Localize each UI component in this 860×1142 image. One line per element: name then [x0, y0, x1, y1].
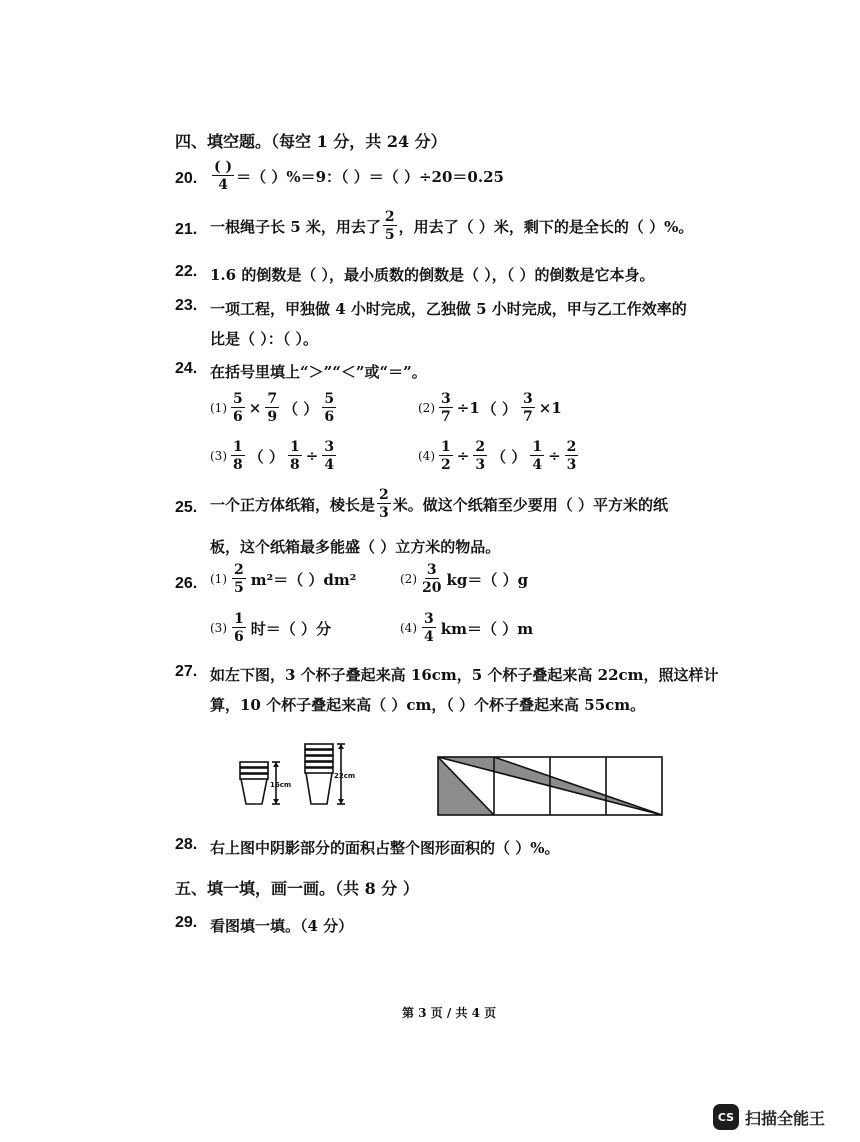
q27-line2: 算，10 个杯子叠起来高（ ）cm，（ ）个杯子叠起来高 55cm。	[210, 696, 646, 714]
q24-p4-label: (4)	[418, 449, 435, 463]
frac-den: 7	[441, 409, 451, 425]
section-4-title: 四、填空题。（每空 1 分，共 24 分）	[175, 132, 447, 151]
answer-blank: （ ）	[481, 399, 517, 418]
q26-part1	[210, 563, 356, 595]
frac-den: 3	[475, 457, 486, 473]
q24-p2-frac2	[521, 392, 535, 424]
frac-num: 2	[475, 439, 486, 455]
frac-den: 4	[532, 457, 543, 473]
q20-number: 20.	[175, 170, 198, 187]
q26-p1-label: (1)	[210, 572, 227, 586]
q24-text: 在括号里填上“＞”“＜”或“＝”。	[210, 363, 427, 381]
q26-p3-frac	[232, 612, 246, 644]
frac-num: 2	[566, 439, 577, 455]
q20-frac-den: 4	[218, 177, 228, 193]
stacked-cups-figure	[230, 738, 370, 812]
frac-den: 6	[233, 409, 243, 425]
q20-text: ＝（ ）%＝9：（ ）＝（ ）÷20＝0.25	[236, 167, 504, 186]
q27-number: 27.	[175, 663, 198, 680]
operator: ÷	[456, 447, 470, 465]
q26-number: 26.	[175, 575, 198, 592]
operator: ÷	[305, 447, 319, 465]
q25-text-a: 一个正方体纸箱，棱长是	[210, 495, 376, 514]
frac-den: 20	[422, 580, 442, 596]
operator: ×	[248, 399, 262, 417]
frac-den: 3	[566, 457, 577, 473]
frac-num: 3	[523, 391, 533, 407]
frac-den: 6	[324, 409, 335, 425]
q24-p1-frac3	[322, 392, 336, 424]
q24-p3-frac1	[231, 440, 245, 472]
section-5-title: 五、填一填，画一画。（共 8 分 ）	[175, 879, 419, 898]
answer-blank: （ ）	[248, 447, 284, 466]
q24-p3-frac3	[322, 440, 336, 472]
q24-p2-frac1	[439, 392, 453, 424]
answer-blank: （ ）	[283, 399, 319, 418]
q22-text: 1.6 的倒数是（ ），最小质数的倒数是（ ），（ ）的倒数是它本身。	[210, 266, 655, 284]
q26-part4	[400, 612, 533, 644]
frac-den: 9	[267, 409, 278, 425]
watermark-text: 扫描全能王	[745, 1108, 826, 1128]
operator: ÷	[548, 447, 561, 465]
q23-line1: 一项工程，甲独做 4 小时完成，乙独做 5 小时完成，甲与乙工作效率的	[210, 300, 687, 318]
q24-p4-frac4	[565, 440, 579, 472]
q25-line2: 板，这个纸箱最多能盛（ ）立方米的物品。	[210, 538, 501, 556]
frac-num: 5	[233, 391, 243, 407]
q26-p1-text: m²＝（ ）dm²	[250, 570, 357, 589]
q24-part3	[210, 440, 338, 472]
q26-p4-frac	[422, 612, 436, 644]
q28-text: 右上图中阴影部分的面积占整个图形面积的（ ）%。	[210, 839, 560, 857]
q20-fraction	[212, 160, 234, 192]
frac-num: 5	[324, 391, 335, 407]
q21-text-a: 一根绳子长 5 米，用去了	[210, 217, 381, 236]
frac-num: 1	[441, 439, 451, 455]
frac-num: 2	[234, 562, 244, 578]
frac-num: 1	[289, 439, 300, 455]
frac-den: 7	[523, 409, 533, 425]
q26-p2-text: kg＝（ ）g	[446, 570, 529, 589]
q24-p4-frac1	[439, 440, 453, 472]
frac-den: 6	[234, 629, 244, 645]
frac-den: 4	[324, 457, 335, 473]
q24-p1-frac1	[231, 392, 245, 424]
q21-number: 21.	[175, 221, 198, 238]
q24-part2	[418, 392, 562, 424]
q23-line2: 比是（ ）：（ ）。	[210, 330, 318, 348]
q21-frac-den: 5	[384, 227, 395, 243]
scanner-watermark	[713, 1104, 825, 1130]
q26-part3	[210, 612, 331, 644]
frac-num: 3	[426, 562, 437, 578]
q21-frac-num: 2	[384, 209, 395, 225]
q24-p2-label: (2)	[418, 401, 435, 415]
frac-den: 8	[289, 457, 300, 473]
q26-part2	[400, 563, 528, 595]
page-footer: 第 3 页 / 共 4 页	[402, 1006, 497, 1020]
q24-p4-frac2	[473, 440, 487, 472]
q25-number: 25.	[175, 499, 198, 516]
q26-p4-text: km＝（ ）m	[440, 619, 534, 638]
q29-text: 看图填一填。（4 分）	[210, 917, 354, 935]
operator: ×1	[538, 399, 562, 417]
q24-part4	[418, 440, 580, 472]
q26-p1-frac	[232, 563, 246, 595]
q24-p1-frac2	[265, 392, 279, 424]
frac-num: 1	[532, 439, 543, 455]
frac-num: 1	[234, 611, 244, 627]
q22-number: 22.	[175, 263, 198, 280]
answer-blank: （ ）	[491, 447, 527, 466]
q26-p2-frac	[422, 563, 441, 595]
frac-num: 3	[324, 439, 335, 455]
q21-fraction	[383, 210, 397, 242]
q29-number: 29.	[175, 914, 198, 931]
q25-text-b: 米。做这个纸箱至少要用（ ）平方米的纸	[392, 495, 668, 514]
q24-p1-label: (1)	[210, 401, 227, 415]
q24-number: 24.	[175, 360, 198, 377]
frac-num: 3	[424, 611, 434, 627]
q25-fraction	[377, 488, 391, 520]
q21-text-b: ，用去了（ ）米，剩下的是全长的（ ）%。	[398, 217, 694, 236]
q24-part1	[210, 392, 338, 424]
operator: ÷1	[456, 399, 480, 417]
q24-p3-frac2	[288, 440, 302, 472]
cups-small-height-label: 16cm	[270, 781, 292, 789]
q20-line	[210, 160, 504, 192]
q27-line1: 如左下图，3 个杯子叠起来高 16cm，5 个杯子叠起来高 22cm，照这样计	[210, 666, 719, 684]
frac-den: 2	[441, 457, 451, 473]
q24-p3-label: (3)	[210, 449, 227, 463]
cs-logo-icon: CS	[713, 1104, 739, 1130]
q23-number: 23.	[175, 297, 198, 314]
q24-p4-frac3	[530, 440, 544, 472]
cups-large-height-label: 22cm	[334, 772, 356, 780]
frac-den: 5	[234, 580, 244, 596]
q26-p3-text: 时＝（ ）分	[250, 619, 331, 638]
q25-line1	[210, 488, 668, 520]
frac-num: 3	[441, 391, 451, 407]
q26-p2-label: (2)	[400, 572, 417, 586]
frac-den: 3	[379, 505, 389, 521]
q28-number: 28.	[175, 836, 198, 853]
frac-den: 8	[233, 457, 243, 473]
frac-den: 4	[424, 629, 434, 645]
q21-line	[210, 210, 693, 242]
q26-p4-label: (4)	[400, 621, 417, 635]
q26-p3-label: (3)	[210, 621, 227, 635]
frac-num: 7	[267, 391, 278, 407]
shaded-rectangle-figure	[436, 755, 664, 817]
frac-num: 2	[379, 487, 389, 503]
q20-frac-num: ( )	[214, 159, 233, 175]
frac-num: 1	[233, 439, 243, 455]
